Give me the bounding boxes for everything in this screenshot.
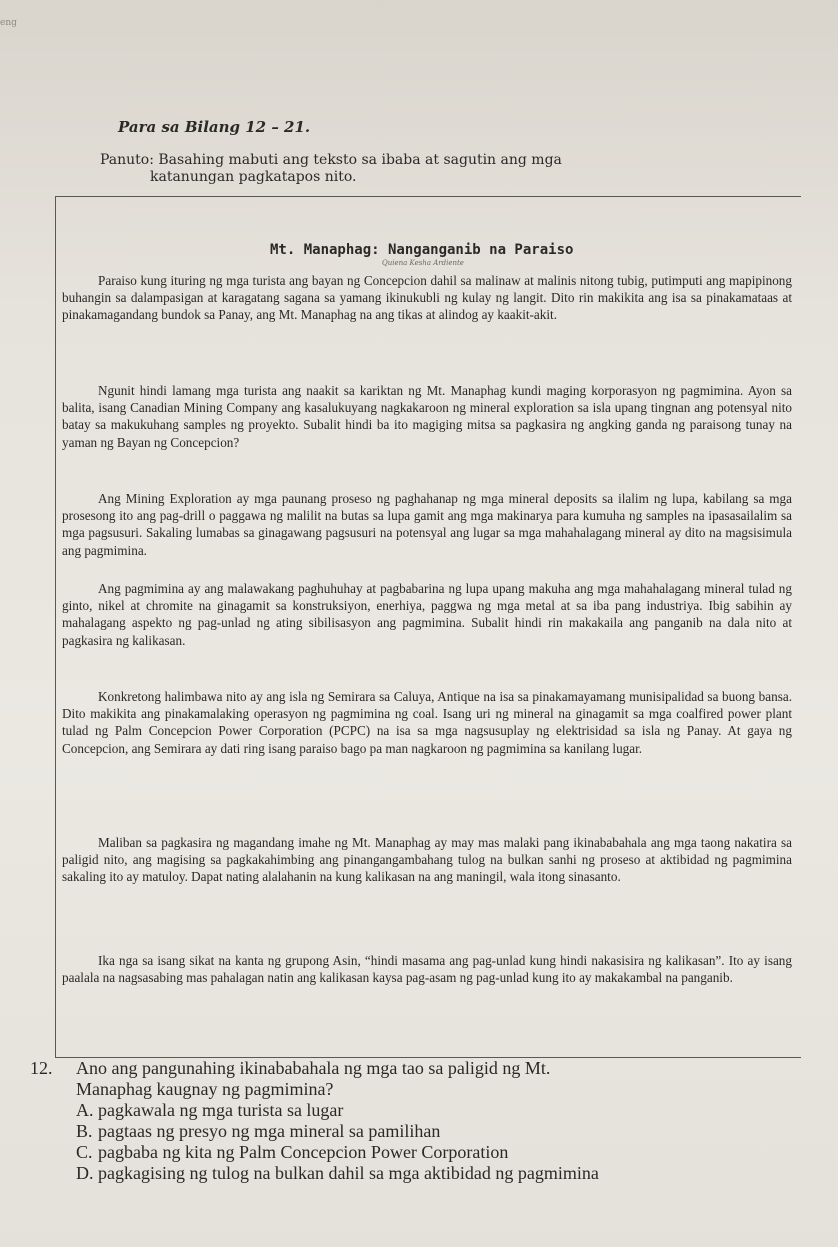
instructions bbox=[100, 152, 700, 186]
passage-title: Mt. Manaphag: Nanganganib na Paraiso bbox=[270, 242, 574, 258]
passage-paragraph-3: Ang Mining Exploration ay mga paunang proseso ng paghahanap ng mga mineral deposits sa ilalim ng lupa, kabilang sa mga prosesong ito ang pag-drill o paggawa ng malilit na butas sa lupa gamit ang mga makinarya para kumuha ng samples na ipasasailalim sa mga pagsusuri. Sakaling lumabas sa ginagawang pagsusuri na potensyal ang lugar sa mga mahahalagang mineral ay dito na magsisimula ang pagmimina. bbox=[62, 491, 792, 558]
choice-a-text: pagkawala ng mga turista sa lugar bbox=[98, 1100, 344, 1120]
question-stem bbox=[30, 1058, 810, 1100]
choice-d-letter: D. bbox=[76, 1163, 94, 1183]
corner-mark: eng bbox=[0, 18, 17, 28]
question-number: 12. bbox=[30, 1058, 53, 1078]
instructions-line-1: Panuto: Basahing mabuti ang teksto sa ibaba at sagutin ang mga bbox=[100, 152, 562, 168]
instructions-line-2: katanungan pagkatapos nito. bbox=[150, 169, 357, 185]
choice-c-letter: C. bbox=[76, 1142, 93, 1162]
choice-d[interactable] bbox=[30, 1163, 810, 1184]
passage-paragraph-7: Ika nga sa isang sikat na kanta ng grupong Asin, “hindi masama ang pag-unlad kung hindi nakasisira ng kalikasan”. Ito ay isang paalala na nagsasabing mas pahalagan natin ang kalikasan kaysa pag-asam ng pag-unlad kung ito ay makakambal na panganib. bbox=[62, 953, 792, 986]
passage-paragraph-5: Konkretong halimbawa nito ay ang isla ng Semirara sa Caluya, Antique na isa sa pinakamayamang munisipalidad sa buong bansa. Dito makikita ang pinakamalaking operasyon ng pagmimina ng coal. Isang uri ng mineral na ginagamit sa mga coalfired power plant tulad ng Palm Concepcion Power Corporation (PCPC) na isa sa mga nagsusuplay ng elektrisidad sa isla ng Panay. At gaya ng Concepcion, ang Semirara ay dati ring isang paraiso bago pa man nagkaroon ng pagmimina sa kanilang lugar. bbox=[62, 689, 792, 756]
choice-d-text: pagkagising ng tulog na bulkan dahil sa mga aktibidad ng pagmimina bbox=[98, 1163, 599, 1183]
choice-b-letter: B. bbox=[76, 1121, 93, 1141]
passage-paragraph-4: Ang pagmimina ay ang malawakang paghuhuhay at pagbabarina ng lupa upang makuha ang mga mahahalagang mineral tulad ng ginto, nikel at chromite na ginagamit sa konstruksiyon, enerhiya, paggwa ng mga metal at sa iba pang industriya. Ibig sabihin ay mahalagang aspekto ng pag-unlad ng ating sibilisasyon ang pagmimina. Subalit hindi rin makakaila ang panganib na dala nito at pagkasira ng kalikasan. bbox=[62, 581, 792, 648]
passage-paragraph-6: Maliban sa pagkasira ng magandang imahe ng Mt. Manaphag ay may mas malaki pang ikinababahala ang mga taong nakatira sa paligid nito, ang magising sa pagkakahimbing ang pinangangambahang tulog na bulkan sanhi ng proseso at aktibidad ng pagmimina sakaling ito ay matuloy. Dapat nating alalahanin na kung kalikasan na ang maningil, wala itong sinasanto. bbox=[62, 835, 792, 885]
choice-c[interactable] bbox=[30, 1142, 810, 1163]
passage-author: Quiena Kesha Ardiente bbox=[382, 259, 464, 267]
choice-a[interactable] bbox=[30, 1100, 810, 1121]
choice-b[interactable] bbox=[30, 1121, 810, 1142]
choice-c-text: pagbaba ng kita ng Palm Concepcion Power Corporation bbox=[98, 1142, 509, 1162]
passage-paragraph-2: Ngunit hindi lamang mga turista ang naakit sa kariktan ng Mt. Manaphag kundi maging korporasyon ng pagmimina. Ayon sa balita, isang Canadian Mining Company ang kasalukuyang nagkakaroon ng mineral exploration sa isla upang tingnan ang potensyal nito batay sa makukuhang samples ng proyekto. Subalit hindi ba ito magiging mitsa sa pagkasira ng angking ganda ng paraisong tunay na yaman ng Bayan ng Concepcion? bbox=[62, 383, 792, 450]
choice-a-letter: A. bbox=[76, 1100, 94, 1120]
question-12 bbox=[30, 1058, 810, 1184]
section-heading: Para sa Bilang 12 – 21. bbox=[118, 118, 311, 136]
question-stem-line-2: Manaphag kaugnay ng pagmimina? bbox=[76, 1079, 334, 1099]
choice-b-text: pagtaas ng presyo ng mga mineral sa pamilihan bbox=[98, 1121, 441, 1141]
question-stem-line-1: Ano ang pangunahing ikinababahala ng mga tao sa paligid ng Mt. bbox=[76, 1058, 551, 1078]
passage-paragraph-1: Paraiso kung ituring ng mga turista ang bayan ng Concepcion dahil sa malinaw at malinis nitong tubig, putimputi ang mapipinong buhangin sa dalampasigan at karagatang sagana sa yamang ikinukubli ng kulay ng langit. Dito rin makikita ang isa sa pinakamataas at pinakamagandang bundok sa Panay, ang Mt. Manaphag na ang tikas at alindog ay kaakit-akit. bbox=[62, 273, 792, 323]
